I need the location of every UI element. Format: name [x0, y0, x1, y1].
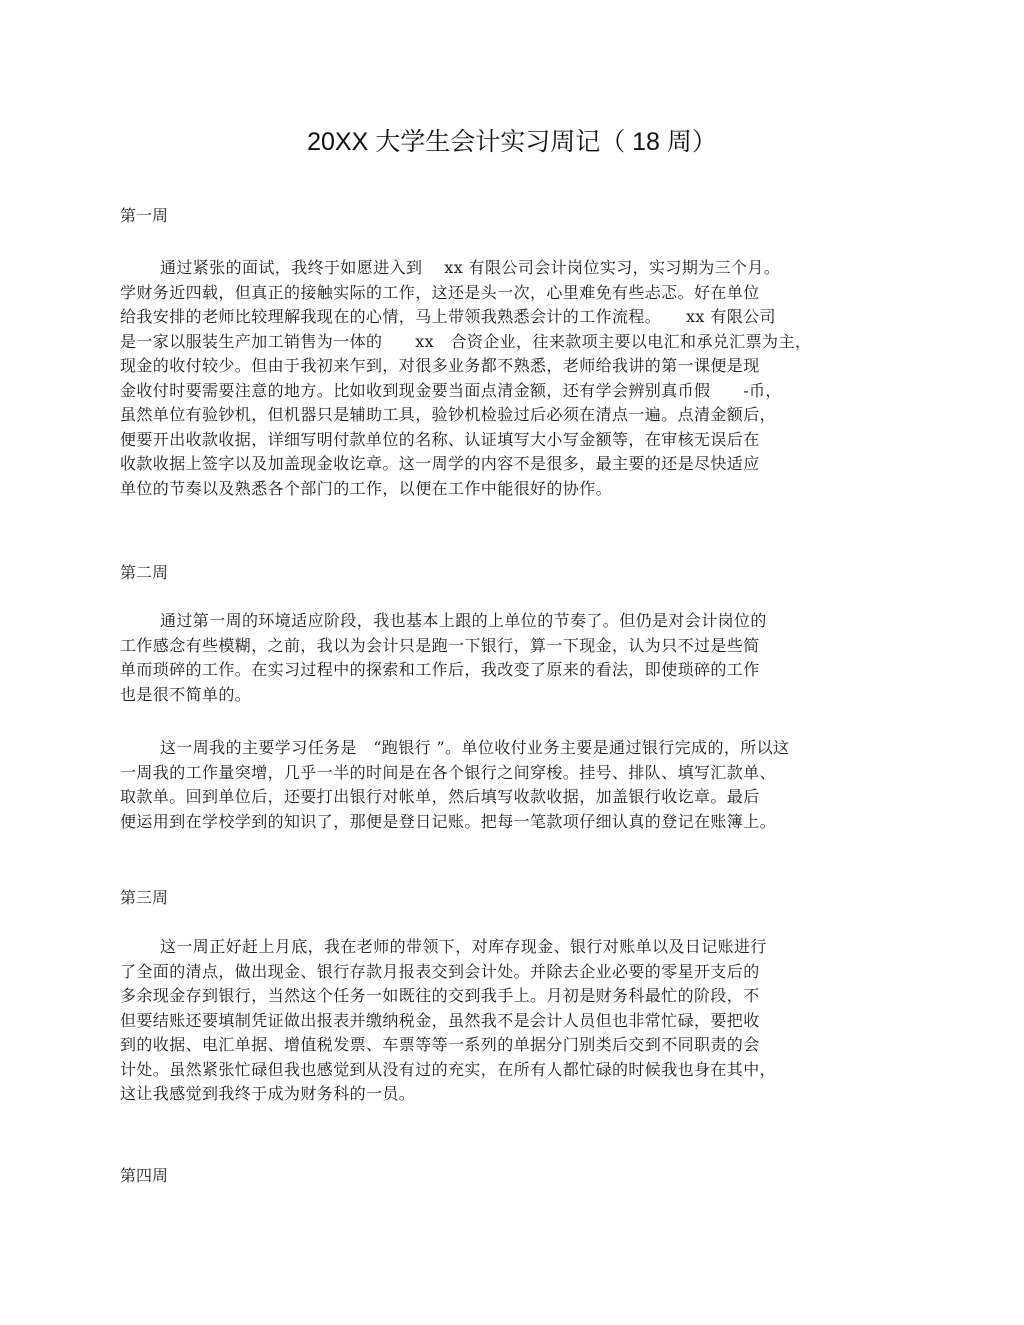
paragraph-line: 这让我感觉到我终于成为财务科的一员。 — [120, 1084, 416, 1103]
week-3-heading: 第三周 — [120, 888, 169, 907]
week-2-heading: 第二周 — [120, 563, 169, 582]
paragraph-line: 便运用到在学校学到的知识了，那便是登日记账。把每一笔款项仔细认真的登记在账簿上。 — [120, 811, 777, 831]
paragraph-line: 取款单。回到单位后，还要打出银行对帐单，然后填写收款收据，加盖银行收讫章。最后 — [120, 787, 760, 806]
paragraph-line: 了全面的清点，做出现金、银行存款月报表交到会计处。并除去企业必要的零星开支后的 — [120, 961, 760, 981]
paragraph-line: 这一周正好赶上月底，我在老师的带领下，对库存现金、银行对账单以及日记账进行 — [160, 937, 767, 956]
week-2-paragraph-1 — [120, 609, 890, 707]
week-1-heading: 第一周 — [120, 206, 169, 225]
paragraph-line: 多余现金存到银行，当然这个任务一如既往的交到我手上。月初是财务科最忙的阶段，不 — [120, 986, 760, 1005]
week-2-paragraph-2 — [120, 736, 890, 834]
paragraph-line: 工作感念有些模糊，之前，我以为会计只是跑一下银行，算一下现金，认为只不过是些简 — [120, 635, 760, 655]
week-1-paragraph-1 — [120, 256, 890, 501]
paragraph-line: 这一周我的主要学习任务是 “跑银行 ”。单位收付业务主要是通过银行完成的，所以这 — [160, 738, 790, 757]
paragraph-line: 通过第一周的环境适应阶段，我也基本上跟的上单位的节奏了。但仍是对会计岗位的 — [160, 611, 767, 630]
paragraph-line: 虽然单位有验钞机，但机器只是辅助工具，验钞机检验过后必须在清点一遍。点清金额后， — [120, 405, 777, 424]
paragraph-line: 但要结账还要填制凭证做出报表并缴纳税金，虽然我不是会计人员但也非常忙碌，要把收 — [120, 1010, 760, 1030]
paragraph-line: 学财务近四载，但真正的接触实际的工作，这还是头一次，心里难免有些忐忑。好在单位 — [120, 282, 760, 302]
paragraph-line: 便要开出收款收据，详细写明付款单位的名称、认证填写大小写金额等，在审核无误后在 — [120, 429, 760, 449]
week-3-paragraph-1 — [120, 935, 890, 1107]
paragraph-line: 一周我的工作量突增，几乎一半的时间是在各个银行之间穿梭。挂号、排队、填写汇款单、 — [120, 762, 777, 782]
paragraph-line: 是一家以服装生产加工销售为一体的 xx 合资企业，往来款项主要以电汇和承兑汇票为主， — [120, 331, 812, 351]
paragraph-line: 收款收据上签字以及加盖现金收讫章。这一周学的内容不是很多，最主要的还是尽快适应 — [120, 454, 760, 473]
paragraph-line: 单位的节奏以及熟悉各个部门的工作，以便在工作中能很好的协作。 — [120, 478, 613, 498]
paragraph-line: 单而琐碎的工作。在实习过程中的探索和工作后，我改变了原来的看法，即使琐碎的工作 — [120, 660, 760, 679]
paragraph-line: 计处。虽然紧张忙碌但我也感觉到从没有过的充实，在所有人都忙碌的时候我也身在其中， — [120, 1059, 777, 1079]
paragraph-line: 金收付时要需要注意的地方。比如收到现金要当面点清金额，还有学会辨别真币假 -币， — [120, 380, 782, 400]
week-4-heading: 第四周 — [120, 1166, 169, 1185]
paragraph-line: 到的收据、电汇单据、增值税发票、车票等等一系列的单据分门别类后交到不同职责的会 — [120, 1035, 760, 1054]
document-title: 20XX 大学生会计实习周记（ 18 周） — [307, 128, 717, 156]
paragraph-line: 通过紧张的面试，我终于如愿进入到 xx 有限公司会计岗位实习，实习期为三个月。 — [160, 258, 781, 277]
paragraph-line: 给我安排的老师比较理解我现在的心情，马上带领我熟悉会计的工作流程。 xx 有限公司 — [120, 307, 776, 326]
paragraph-line: 现金的收付较少。但由于我初来乍到，对很多业务都不熟悉，老师给我讲的第一课便是现 — [120, 356, 760, 375]
paragraph-line: 也是很不简单的。 — [120, 684, 252, 704]
